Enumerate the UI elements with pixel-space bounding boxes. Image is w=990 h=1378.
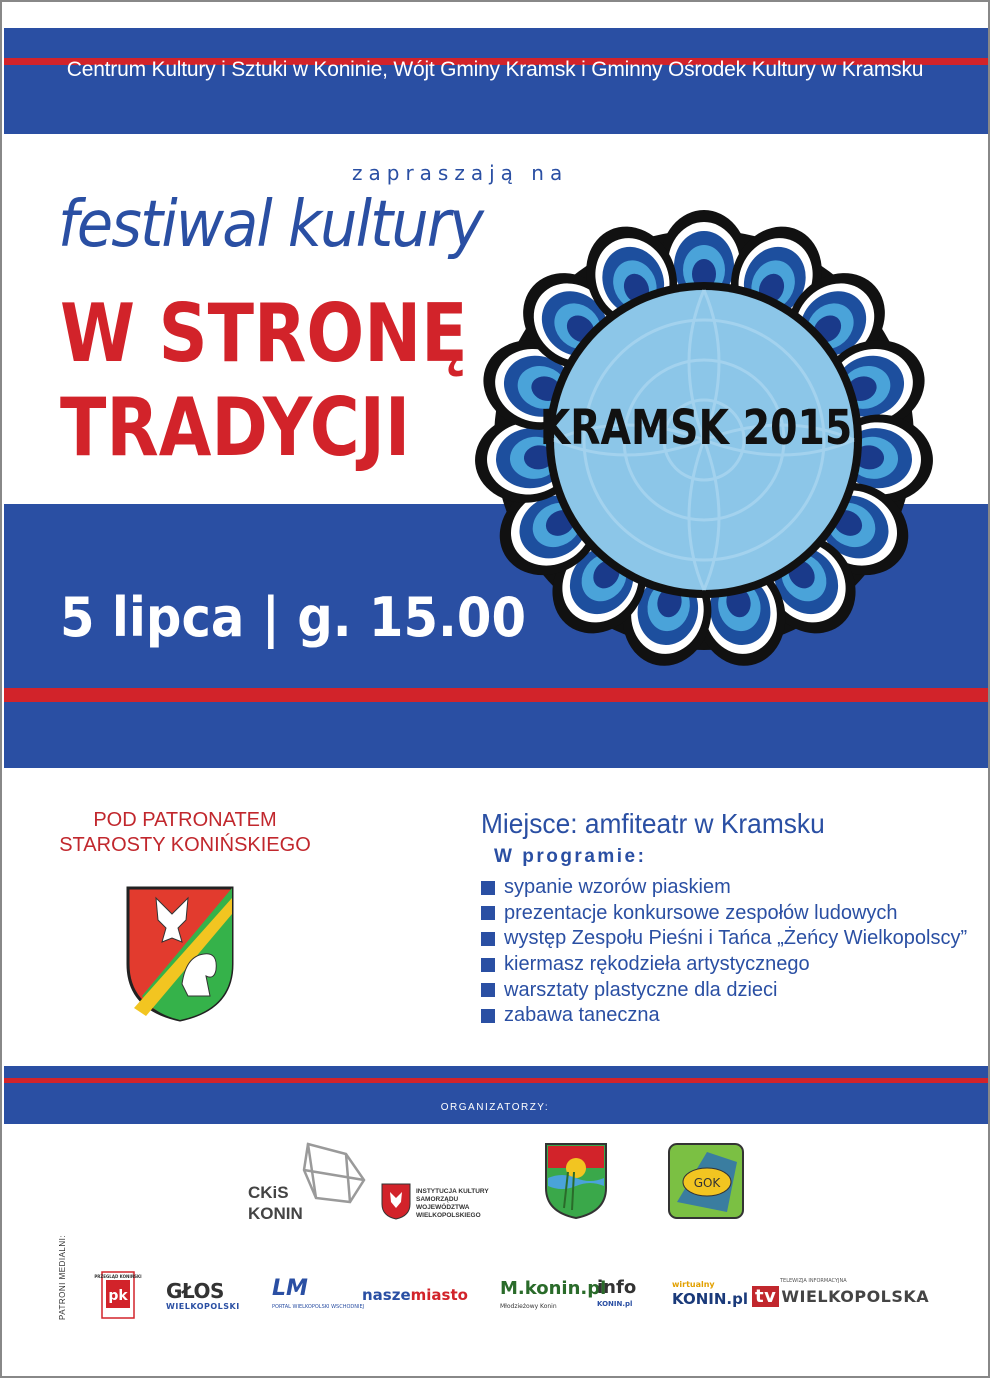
wirtualny-konin-logo: wirtualny KONIN.pl (672, 1280, 748, 1308)
organizers-label: ORGANIZATORZY: (440, 1102, 550, 1113)
program-heading: W programie: (494, 846, 647, 867)
event-place: Miejsce: amfiteatr w Kramsku (481, 808, 825, 839)
event-date: 5 lipca | g. 15.00 (60, 586, 527, 649)
square-bullet-icon (481, 932, 495, 946)
program-list (481, 875, 967, 1029)
red-stripe (4, 688, 988, 702)
glos-wielkopolski-logo: GŁOS WIELKOPOLSKI (166, 1279, 240, 1311)
patronage-line-1: POD PATRONATEM (93, 809, 277, 831)
tv-wielkopolska-logo: TELEWIZJA INFORMACYJNA tv WIELKOPOLSKA (752, 1286, 929, 1307)
svg-text:PRZEGLĄD KONIŃSKI: PRZEGLĄD KONIŃSKI (94, 1274, 142, 1279)
patronage-line-2: STAROSTY KONIŃSKIEGO (59, 834, 311, 856)
lm-portal-logo: LM PORTAL WIELKOPOLSKI WSCHODNIEJ (272, 1276, 365, 1310)
invite-text: zapraszają na (352, 161, 569, 185)
bottom-band (4, 1066, 988, 1124)
kramsk-crest-icon (544, 1142, 608, 1220)
square-bullet-icon (481, 1009, 495, 1023)
nasze-miasto-logo: naszemiasto (362, 1286, 468, 1304)
list-item: prezentacje konkursowe zespołów ludowych (481, 901, 967, 927)
title-line-2: TRADYCJI (60, 381, 411, 474)
square-bullet-icon (481, 906, 495, 920)
list-item: występ Zespołu Pieśni i Tańca „Żeńcy Wielkopolscy” (481, 926, 967, 952)
media-patrons-label: PATRONI MEDIALNI: (58, 1234, 67, 1320)
mkonin-logo: M.konin.pl Młodzieżowy Konin (500, 1278, 607, 1310)
institution-text: INSTYTUCJA KULTURY SAMORZĄDU WOJEWÓDZTWA WIELKOPOLSKIEGO (416, 1188, 489, 1219)
list-item: kiermasz rękodzieła artystycznego (481, 952, 967, 978)
square-bullet-icon (481, 983, 495, 997)
gok-text: GOK (693, 1176, 721, 1190)
przeglad-konin-logo-icon (94, 1270, 142, 1320)
gok-logo-icon (667, 1142, 745, 1220)
title-line-1: W STRONĘ (60, 287, 468, 380)
ckis-logo-text: CKiS KONIN (248, 1183, 303, 1223)
wielkopolska-shield-icon (380, 1182, 412, 1220)
festival-subtitle: festiwal kultury (58, 188, 483, 262)
emblem-caption: KRAMSK 2015 (539, 400, 853, 456)
red-stripe (4, 1078, 988, 1083)
list-item: zabawa taneczna (481, 1003, 967, 1029)
svg-text:pk: pk (108, 1288, 128, 1304)
square-bullet-icon (481, 881, 495, 895)
organizers-text: Centrum Kultury i Sztuki w Koninie, Wójt Gminy Kramsk i Gminny Ośrodek Kultury w Kramsku (66, 58, 924, 81)
county-coat-of-arms-icon (124, 884, 236, 1024)
list-item: sypanie wzorów piaskiem (481, 875, 967, 901)
list-item: warsztaty plastyczne dla dzieci (481, 977, 967, 1003)
square-bullet-icon (481, 958, 495, 972)
info-konin-logo: info KONIN.pl (597, 1277, 637, 1308)
patronage-text (40, 808, 330, 858)
